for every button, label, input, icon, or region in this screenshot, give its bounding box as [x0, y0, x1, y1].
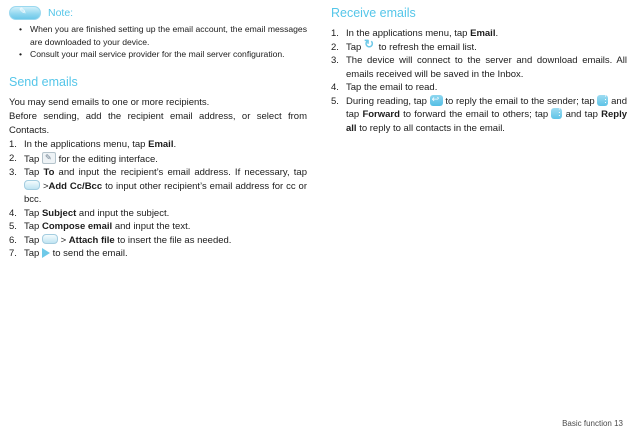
send-step-6: [9, 234, 307, 248]
receive-step-1: [331, 27, 627, 41]
menu-key-icon: [24, 180, 40, 190]
note-block: [9, 6, 307, 61]
text-run: In the applications menu, tap: [24, 139, 149, 150]
send-arrow-icon: [42, 248, 50, 258]
receive-step-4: [331, 81, 627, 95]
right-column: [331, 4, 627, 135]
left-column: [9, 4, 307, 261]
text-run: for the editing interface.: [55, 153, 158, 165]
text-run: Tap: [24, 234, 42, 246]
send-step-5: [9, 220, 307, 234]
text-run: >: [40, 180, 49, 192]
text-run-bold: Email: [470, 28, 496, 39]
send-intro-1: You may send emails to one or more recipients.: [9, 96, 210, 108]
text-run-bold: To: [43, 167, 55, 178]
send-steps-list: [9, 138, 307, 261]
compose-icon: [42, 152, 56, 164]
text-run: Tap: [24, 248, 42, 259]
receive-step-2: [331, 41, 627, 55]
receive-step-5: [331, 95, 627, 136]
text-run: to insert the file as needed.: [114, 234, 232, 246]
send-step-4: [9, 207, 307, 221]
text-run-bold: Forward: [362, 109, 400, 120]
receive-steps-list: [331, 27, 627, 135]
note-header: [9, 6, 307, 20]
menu-key-icon: [42, 234, 58, 244]
text-run: >: [57, 234, 69, 246]
note-list: [9, 23, 307, 61]
text-run: to refresh the email list.: [375, 41, 477, 53]
text-run: to send the email.: [49, 248, 128, 259]
page-footer: Basic function 13: [562, 419, 623, 428]
refresh-icon: [364, 41, 376, 52]
text-run: Tap: [24, 153, 42, 165]
note-item: [19, 23, 307, 48]
text-run: and input the recipient’s email address. If necessary, tap: [54, 167, 307, 178]
text-run-bold: Reply all: [346, 109, 627, 134]
text-run: Tap the email to read.: [346, 82, 438, 93]
text-run: and input the text.: [112, 221, 191, 232]
text-run: In the applications menu, tap: [346, 28, 471, 39]
text-run-bold: Attach file: [68, 234, 115, 246]
text-run-bold: Add Cc/Bcc: [48, 180, 103, 192]
note-icon: [9, 6, 41, 20]
menu-dots-icon: [551, 108, 562, 119]
send-intro-2: Before sending, add the recipient email address, or select from Contacts.: [9, 111, 307, 136]
text-run: to forward the email to others; tap: [399, 109, 552, 120]
text-run: .: [173, 139, 177, 150]
text-run: and input the subject.: [76, 207, 170, 219]
menu-dots-icon: [597, 95, 608, 106]
text-run: and tap: [346, 95, 627, 120]
text-run: to input other recipient’s email address for cc or bcc.: [24, 180, 308, 205]
receive-step-3: [331, 54, 627, 81]
note-item: [19, 48, 307, 61]
text-run-bold: Email: [148, 139, 174, 150]
receive-emails-heading: Receive emails: [331, 6, 416, 20]
note-title: Note:: [48, 7, 74, 19]
text-run: and tap: [562, 109, 602, 120]
reply-icon: [430, 95, 443, 106]
text-run: Consult your mail service provider for the mail server configuration.: [30, 49, 285, 59]
text-run-bold: Subject: [41, 207, 77, 219]
text-run: Tap: [24, 221, 42, 232]
text-run: Tap: [346, 41, 364, 53]
send-step-2: [9, 152, 307, 167]
text-run: .: [495, 28, 499, 39]
text-run: During reading, tap: [346, 95, 430, 107]
send-emails-heading: Send emails: [9, 74, 78, 89]
text-run: When you are finished setting up the email account, the email messages are downloaded to your device.: [30, 24, 307, 47]
send-step-3: [9, 166, 307, 207]
send-step-7: [9, 247, 307, 261]
send-step-1: [9, 138, 307, 152]
text-run: to reply to all contacts in the email.: [356, 122, 505, 134]
text-run: The device will connect to the server and download emails. All emails received will be saved in the Inbox.: [346, 55, 627, 80]
text-run: Tap: [24, 167, 44, 178]
text-run: Tap: [24, 207, 42, 219]
text-run: to reply the email to the sender; tap: [442, 95, 598, 107]
text-run-bold: Compose email: [41, 221, 113, 232]
